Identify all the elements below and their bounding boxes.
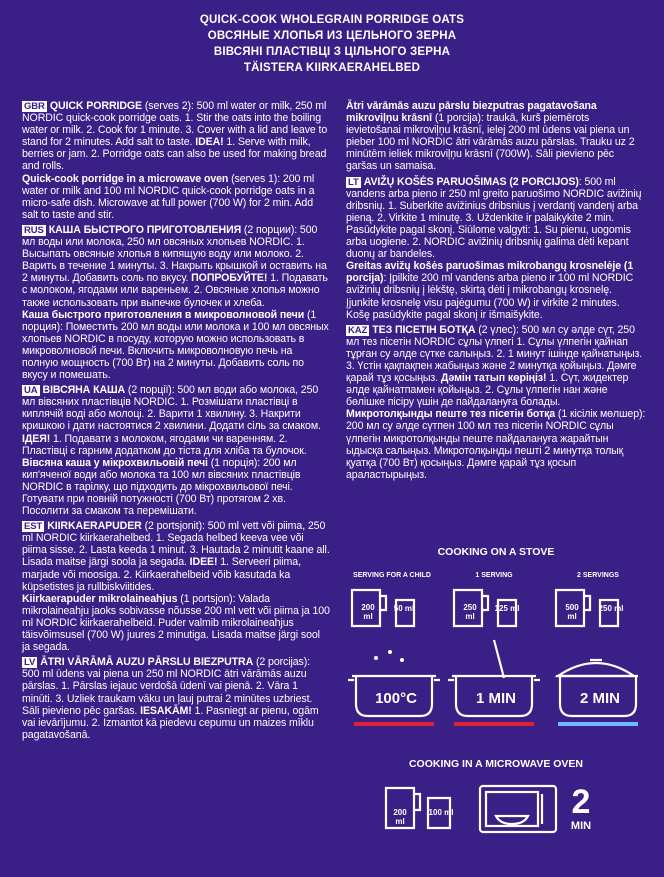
text2-gbr: 1. Serve with milk, berries or jam. 2. Porridge oats can also be used for making bread and rolls. [22,136,327,173]
text-rus: (2 порции): 500 мл воды или молока, 250 мл овсяных хлопьев NORDIC. 1. Высыпать овсяные хлопья в кипящую воду или молоко. 2. Варить в течение 1 минуты. 3. Накрыть крышкой и оставить на 2 минуты. Добавить соль по вкусу. [22,223,327,285]
microwave-icon [480,786,556,832]
label-1-serving: 1 SERVING [475,572,513,579]
section-gbr [22,100,330,221]
section-ua [22,384,330,517]
mw-text-rus: (1 порция): Поместить 200 мл воды или молока и 100 мл овсяных хлопьев NORDIC в посуду, которую можно использовать в микроволновой печи. Включить микроволновую печь на полную мощность (700 Вт) на 2 минуты. Добавить соль по вкусу и помешать. [22,308,329,382]
text-est: (2 portsjonit): 500 ml vett või piima, 250 ml NORDIC kiirkaerahelbed. 1. Segada helbed keeva vee või piima sisse. 2. Lasta keeda 1 minut. 3. Hautada 2 minutit kaane all. Lisada maitse järgi soola ja segada. [22,520,330,569]
heading-lv: ĀTRI VĀRĀMĀ AUZU PĀRSLU BIEZPUTRA [40,656,254,669]
idea-gbr: IDEA! [195,136,224,149]
section-lv [22,656,330,741]
title-ua: ВІВСЯНІ ПЛАСТІВЦІ З ЦІЛЬНОГО ЗЕРНА [213,46,451,58]
lang-tag-ua: UA [24,385,38,397]
text-lv: (2 porcijas): 500 ml ūdens vai piena un 250 ml NORDIC ātri vārāmās auzu pārslas. 1. Pārslas iejauc verdošā ūdenī vai pienā. 2. Vāra 1 minūti. 3. Uzliek traukam vāku un ļauj putrai 2 minūtes uzbriest. Sāli pievieno pēc garšas. [22,656,313,717]
mw-time-unit: MIN [570,820,592,832]
title-block [0,12,664,76]
microwave-title: COOKING IN A MICROWAVE OVEN [408,758,584,770]
heading-est: KIIRKAERAPUDER [47,520,142,533]
lang-tag-rus: RUS [24,224,44,236]
section-lt [346,176,646,321]
step-cook: 1 MIN [475,690,516,707]
mw-heading-ua: Вівсяна каша у мікрохвильовій печі [22,456,208,469]
text-kaz: (2 үлес): 500 мл су әлде сүт, 250 мл тез пісетін NORDIC сұлы үлпегі 1. Сұлы үлпегін қайнап тұрған су әлде сүтке салыңыз. 2. 1 минут ішінде қайнатыңыз. 3. Үстін қақпақпен жабыңыз және 2 минутқа қойыңыз. Дәмге қарай тұз қосыңыз. [346,323,643,385]
stirring-pot-icon [448,640,540,726]
idea-est: IDEE! [189,556,218,569]
heading-lt: AVIŽŲ KOŠĖS PARUOŠIMAS (2 PORCIJOS) [363,175,579,188]
lang-tag-lt: LT [348,176,359,188]
lang-tag-kaz: KAZ [348,324,368,336]
mw-heading-rus: Каша быстрого приготовления в микроволновой печи [22,308,305,321]
mw-text-ua: (1 порція): 200 мл кип'яченої води або молока та 100 мл вівсяних пластівців NORDIC в тарілку, що підходить до мікрохвильової печі. Готувати при повній потужності (700 Вт) протягом 2 хв. Посолити за смаком та перемішати. [22,456,301,518]
text2-kaz: 1. Сүт, жидектер әлде қайнатпамен қойыңыз. 2. Сұлы үлпегін нан және бөлішке пісіру үшін де пайдалануға болады. [346,372,629,409]
label-child: SERVING FOR A CHILD [353,572,431,579]
mw-text-est: (1 portsjon): Valada mikrolaineahju jaoks sobivasse nõusse 200 ml vett või piima ja 100 ml NORDIC kiirkaerahelbeid. Puder valmib mikrolaineahjus täisvõimsusel (700 W) juures 2 minutiga. Lisada maitse järgi sool ja segada. [22,592,330,654]
lang-tag-gbr: GBR [24,101,45,112]
mw-heading-gbr: Quick-cook porridge in a microwave oven [22,172,229,185]
stove-title: COOKING ON A STOVE [437,546,555,558]
mw-heading-kaz: Микротолқынды пеште тез пісетін ботқа [346,408,556,421]
vol-1-oats: 125 ml [494,604,520,613]
vol-2-water: 500 ml [565,603,579,621]
heading-gbr: QUICK PORRIDGE [49,100,142,112]
text2-est: 1. Serveeri piima, marjade või moosiga. 2. Kiirkaerahelbeid võib kasutada ka küpsetistes ja rullbiskviitides. [22,556,301,593]
idea-rus: ПОПРОБУЙТЕ! [191,272,268,285]
vol-child-water: 200 ml [361,603,375,621]
step-stand: 2 MIN [579,690,620,707]
section-kaz [346,324,646,481]
step-boil: 100°C [375,690,417,707]
vol-mw-water: 200 ml [393,808,407,826]
vol-2-oats: 250 ml [598,604,624,613]
title-en: QUICK-COOK WHOLEGRAIN PORRIDGE OATS [199,14,465,26]
idea-lv: IESAKĀM! [140,704,192,717]
mw-text-lv: (1 porcija): traukā, kurš piemērots ievietošanai mikroviļņu krāsnī, ielej 200 ml ūdens vai piena un pieber 100 ml NORDIC ātri vārāmās auzu pārslas. Trauku uz 2 minūtēm ieliek mikroviļņu krāsnī (700W). Sāli pievieno pēc garšas un samaisa. [346,112,635,173]
mw-text-gbr: (serves 1): 200 ml water or milk and 100 ml NORDIC quick-cook porridge oats in a micro-safe dish. Microwave at full power (700 W) for 2 min. Add salt to taste and stir. [22,172,315,221]
boiling-pot-icon [348,650,440,726]
lang-tag-est: EST [24,521,43,533]
text-lt: : 500 ml vandens arba pieno ir 250 ml greito paruošimo NORDIC avižinių dribsnių. 1. Suberkite avižinius dribsnius į verdantį vandenį arba pieną. 2. Virkite 1 minutę. 3. Uždenkite ir palaikykite 2 min. Pasūdykite pagal skonį. Siūlome valgyti: 1. Su pienu, uogomis arba uogiene. 2. NORDIC avižinių dribsnių galima dėti kepant duonų ar bandeles. [346,175,642,261]
mw-heading-lt: Greitas avižų košės paruošimas mikrobangų krosnelėje (1 porcija) [346,260,634,285]
left-column [22,100,330,744]
text2-lv: 1. Pasniegt ar pienu, ogām vai ievārījumu. 2. Izmantot kā piedevu cepumu un maizes mīklu pagatavošanā. [22,704,319,741]
vol-child-oats: 50 ml [393,604,415,613]
mw-text-kaz: (1 кісілік мөлшер): 200 мл су әлде сүтпен 100 мл тез пісетін NORDIC сұлы үлпегін микротолқынды пеште пайдалануға жарайтын ыдысқа салыңыз. Микротолқынды пешті 2 минутқа толық қуатқа (700 Вт) қосыңыз. Дәмге қарай тұз қосып араластырыңыз. [346,408,646,481]
vol-1-water: 250 ml [463,603,477,621]
title-est: TÄISTERA KIIRKAERAHELBED [243,62,421,74]
mw-heading-est: Kiirkaerapuder mikrolaineahjus [22,592,178,605]
text-ua: (2 порції): 500 мл води або молока, 250 мл вівсяних пластівців NORDIC. 1. Розмішати пластівці в киплячій воді або молоці. 2. Варити 1 хвилину. 3. Накрити кришкою і дати настоятися 2 хвилини. Додати сіль за смаком. [22,384,321,433]
label-2-servings: 2 SERVINGS [577,572,619,579]
heading-kaz: ТЕЗ ПІСЕТІН БОТҚА [372,323,476,336]
mw-heading-lv: Ātri vārāmās auzu pārslu biezputras pagatavošana mikroviļņu krāsnī [346,100,597,125]
mw-text-lt: : Įpilkite 200 ml vandens arba pieno ir 100 ml NORDIC avižinių dribsnių į lėkštę, skirtą dėti į mikrobangų krosnelę. Įjunkite krosnelę visu pajėgumu (700 W) ir virkite 2 minutes. Košę pasūdykite pagal skonį ir išmaišykite. [346,272,634,321]
section-rus [22,224,330,381]
vol-mw-oats: 100 ml [428,808,454,817]
section-lv-mw [346,100,646,173]
heading-ua: ВІВСЯНА КАША [42,384,126,397]
text2-ua: 1. Подавати з молоком, ягодами чи варенням. 2. Пластівці є гарним додатком до тіста для хліба та булочок. [22,432,307,457]
lang-tag-lv: LV [24,657,36,669]
idea-kaz: Дәмін татып көріңіз! [440,372,547,385]
right-column [346,100,646,484]
text2-rus: 1. Подавать с молоком, ягодами или вареньем. 2. Овсяные хлопья можно также использовать при выпечке булочек и хлеба. [22,272,328,309]
heading-rus: КАША БЫСТРОГО ПРИГОТОВЛЕНИЯ [48,223,242,236]
title-ru: ОВСЯНЫЕ ХЛОПЬЯ ИЗ ЦЕЛЬНОГО ЗЕРНА [207,30,457,42]
section-est [22,520,330,653]
idea-ua: ІДЕЯ! [22,432,51,445]
text-gbr: (serves 2): 500 ml water or milk, 250 ml NORDIC quick-cook porridge oats. 1. Stir the oats into the boiling water or milk. 2. Cook for 1 minute. 3. Cover with a lid and leave to stand for 2 minutes. Add salt to taste. [22,100,328,149]
mw-time-number: 2 [571,783,591,821]
